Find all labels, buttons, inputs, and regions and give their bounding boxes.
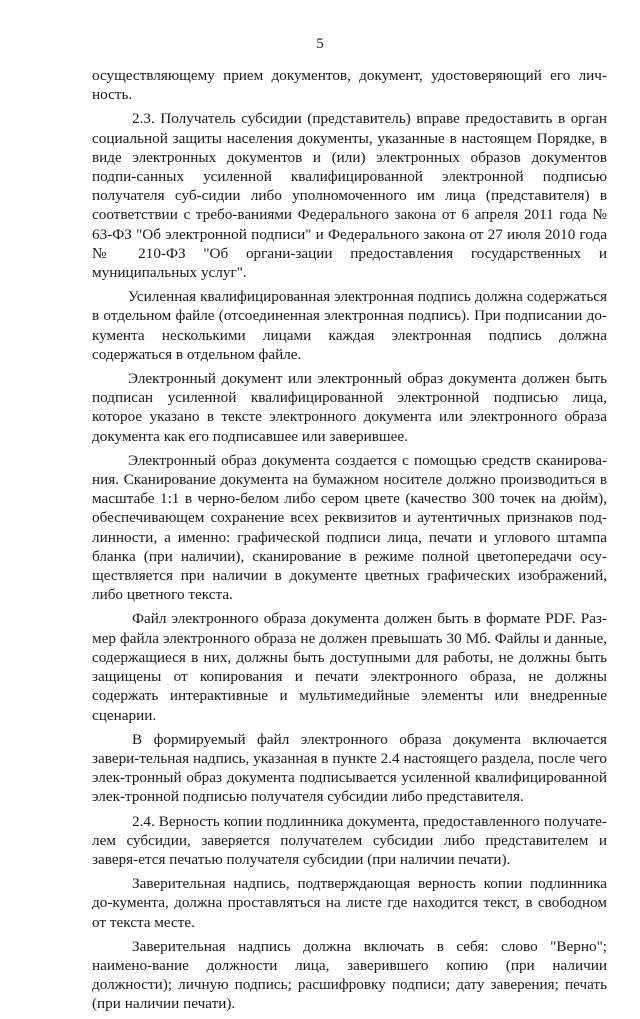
paragraph-scanning: Электронный образ документа создается с помощью средств сканирова-ния. Сканирование документа на бумажном носителе должно производиться в масштабе 1:1 в черно-белом либо сером цвете (качество 300 точек на дюйм), обеспечивающем сохранение всех реквизитов и аутентичных признаков под-линности, а именно: графической подписи лица, печати и углового штампа бланка (при наличии), сканирование в режиме полной цветопередачи осу-ществляется при наличии в документе цветных графических изображений, либо цветного текста.	[92, 451, 607, 604]
paragraph-signature-file: Усиленная квалифицированная электронная подпись должна содержаться в отдельном файле (отсоединенная электронная подпись). При подписании до-кумента несколькими лицами каждая электронная подпись должна содержаться в отдельном файле.	[92, 288, 607, 363]
paragraph-2-4: 2.4. Верность копии подлинника документа, предоставленного получате-лем субсидии, заверяется получателем субсидии либо представителем и заверя-ется печатью получателя субсидии (при наличии печати).	[92, 812, 607, 868]
paragraph-inscription-contents: Заверительная надпись должна включать в себя: слово "Верно"; наимено-вание должности лица, заверившего копию (при наличии должности); личную подпись; расшифровку подписи; дату заверения; печать (при наличии печати).	[92, 937, 607, 1013]
paragraph-inscription-placement: Заверительная надпись, подтверждающая верность копии подлинника до-кумента, должна проставляться на листе где находится текст, в свободном от текста месте.	[92, 875, 607, 931]
page-number: 5	[316, 36, 324, 52]
paragraph-pdf-format: Файл электронного образа документа должен быть в формате PDF. Раз-мер файла электронного образа не должен превышать 30 Мб. Файлы и данные, содержащиеся в них, должны быть доступными для работы, не должны быть защищены от копирования и печати электронного образа, не должны содержать интерактивные и мультимедийные элементы или внедренные сценарии.	[92, 610, 607, 724]
document-body	[92, 66, 607, 1019]
paragraph-certification-inscription: В формируемый файл электронного образа документа включается завери-тельная надпись, указанная в пункте 2.4 настоящего раздела, после чего элек-тронный образ документа подписывается усиленной квалифицированной элек-тронной подписью получателя субсидии либо представителя.	[92, 730, 607, 806]
paragraph-signer: Электронный документ или электронный образ документа должен быть подписан усиленной квалифицированной электронной подписью лица, которое указано в тексте электронного документа или электронного образа документа как его подписавшее или заверившее.	[92, 370, 607, 445]
paragraph-2-3: 2.3. Получатель субсидии (представитель) вправе предоставить в орган социальной защиты населения документы, указанные в настоящем Порядке, в виде электронных документов и (или) электронных образов документов подпи-санных усиленной квалифицированной электронной подписью получателя суб-сидии либо уполномоченного им лица (представителя) в соответствии с требо-ваниями Федерального закона от 6 апреля 2011 года № 63-ФЗ "Об электронной подписи" и Федерального закона от 27 июля 2010 года № 210-ФЗ "Об органи-зации предоставления государственных и муниципальных услуг".	[92, 110, 607, 282]
paragraph-continuation: осуществляющему прием документов, документ, удостоверяющий его лич-ность.	[92, 67, 607, 104]
